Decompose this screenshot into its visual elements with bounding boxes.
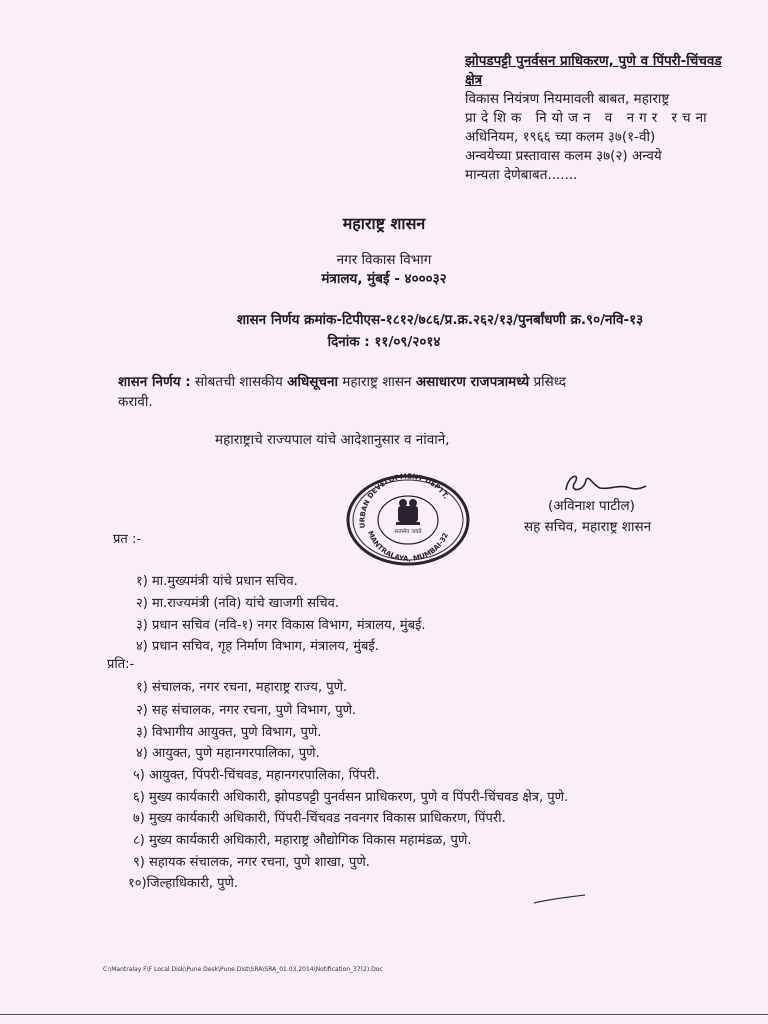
decision-paragraph (118, 372, 728, 412)
decision-date: दिनांक : ११/०९/२०१४ (327, 334, 441, 350)
copy-to-label: प्रत :- (113, 532, 142, 547)
subject-line-2: प्रादेशिक नियोजन व नगर रचना (465, 110, 712, 126)
prati-label: प्रति:- (107, 657, 135, 672)
list-item: ७) मुख्य कार्यकारी अधिकारी, पिंपरी-चिंचवड नवनगर विकास प्राधिकरण, पिंपरी. (133, 811, 506, 826)
list-item: २) मा.राज्यमंत्री (नवि) यांचे खाजगी सचिव. (136, 596, 339, 611)
decision-text-2: महाराष्ट्र शासन (342, 374, 412, 390)
decision-bold-1: अधिसूचना (287, 374, 338, 390)
list-item: १) संचालक, नगर रचना, महाराष्ट्र राज्य, पुणे. (136, 680, 348, 695)
file-path-footer: C:\Mantralay F\F Local Disk\Pune Desk\Pune Dist\SRA\SRA_01.03.2014\Notification_37(2).Doc (103, 966, 383, 973)
decision-text-4: करावी. (118, 394, 153, 410)
decision-bold-2: असाधारण राजपत्रामध्ये (415, 374, 530, 390)
subject-block (465, 52, 733, 185)
department-address: मंत्रालय, मुंबई - ४०००३२ (321, 271, 447, 287)
decision-text-1: सोबतची शासकीय (194, 374, 283, 390)
subject-line-5: मान्यता देणेबाबत....... (465, 167, 578, 183)
government-title: महाराष्ट्र शासन (342, 214, 426, 233)
department-seal-stamp (340, 472, 476, 568)
decision-label: शासन निर्णय : (118, 374, 191, 390)
list-item: ६) मुख्य कार्यकारी अधिकारी, झोपडपट्टी पुनर्वसन प्राधिकरण, पुणे व पिंपरी-चिंचवड क्षेत्र, पुणे. (133, 790, 569, 805)
seal-bottom-text: MANTRALAYA, MUMBAI-32 (365, 529, 450, 563)
list-item: ४) प्रधान सचिव, गृह निर्माण विभाग, मंत्रालय, मुंबई. (136, 639, 379, 654)
seal-top-text: URBAN DEVELOPMENT DEPTT. (358, 472, 450, 529)
list-item: ४) आयुक्त, पुणे महानगरपालिका, पुणे. (136, 746, 320, 761)
handwritten-signature (560, 470, 650, 498)
governor-order-text: महाराष्ट्राचे राज्यपाल यांचे आदेशानुसार व नांवाने, (215, 432, 450, 448)
decision-text-3: प्रसिध्द (533, 374, 567, 390)
subject-line-3: अधिनियम, १९६६ च्या कलम ३७(१-वी) (465, 129, 656, 145)
subject-authority: झोपडपट्टी पुनर्वसन प्राधिकरण, पुणे व पिंपरी-चिंचवड क्षेत्र (465, 53, 722, 88)
subject-line-4: अन्वयेच्या प्रस्तावास कलम ३७(२) अन्वये (465, 148, 662, 164)
list-item: ३) विभागीय आयुक्त, पुणे विभाग, पुणे. (136, 725, 322, 740)
seal-inner-text: सत्यमेव जयते (394, 529, 422, 535)
pen-stroke-mark (532, 893, 587, 905)
list-item: २) सह संचालक, नगर रचना, पुणे विभाग, पुणे. (136, 703, 357, 718)
decision-reference: शासन निर्णय क्रमांक-टिपीएस-१८१२/७८६/प्र.क्र.२६२/१३/पुनर्बांधणी क्र.९०/नवि-१३ (236, 312, 644, 328)
signatory-title: सह सचिव, महाराष्ट्र शासन (524, 519, 652, 535)
list-item: ५) आयुक्त, पिंपरी-चिंचवड, महानगरपालिका, पिंपरी. (133, 768, 380, 783)
list-item: ९) सहायक संचालक, नगर रचना, पुणे शाखा, पुणे. (133, 855, 370, 870)
subject-line-1: विकास नियंत्रण नियमावली बाबत, महाराष्ट्र (465, 91, 670, 107)
list-item: ८) मुख्य कार्यकारी अधिकारी, महाराष्ट्र औद्योगिक विकास महामंडळ, पुणे. (133, 833, 472, 848)
bottom-rule (0, 1014, 768, 1015)
department-name: नगर विकास विभाग (336, 252, 432, 268)
list-item: १०)जिल्हाधिकारी, पुणे. (128, 876, 239, 891)
emblem-icon (396, 499, 420, 525)
list-item: ३) प्रधान सचिव (नवि-१) नगर विकास विभाग, मंत्रालय, मुंबई. (136, 618, 426, 633)
signatory-name: (अविनाश पाटील) (548, 498, 635, 514)
list-item: १) मा.मुख्यमंत्री यांचे प्रधान सचिव. (136, 574, 298, 589)
